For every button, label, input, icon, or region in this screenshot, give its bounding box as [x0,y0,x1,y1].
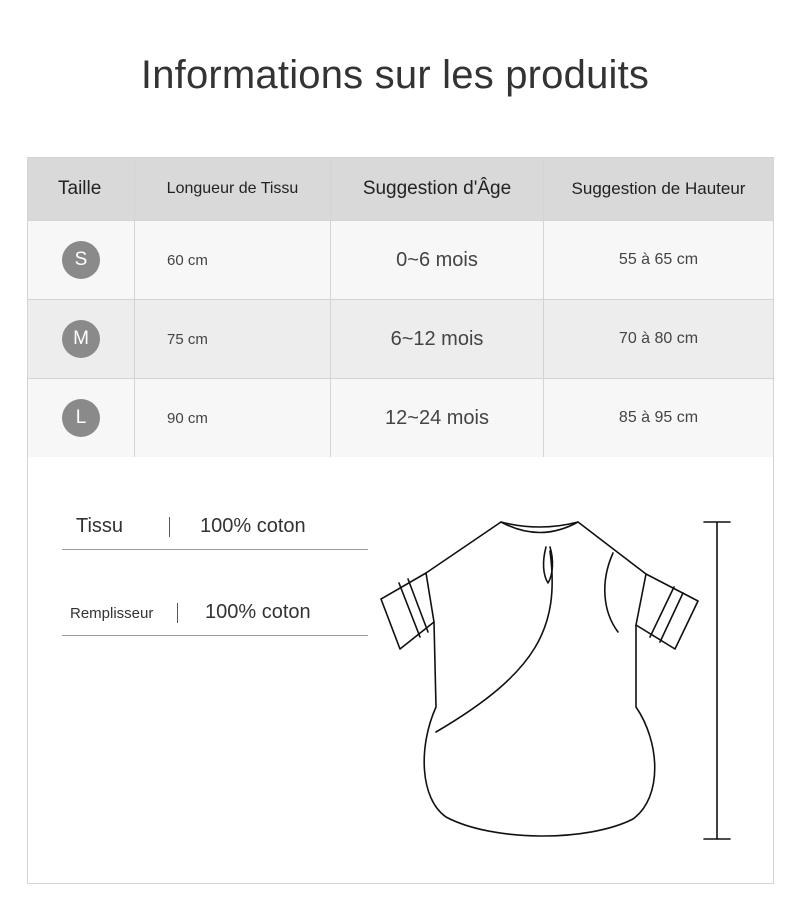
page-title: Informations sur les produits [140,52,650,97]
table-header-row [28,158,774,221]
length-cell: 90 cm [135,379,331,458]
spec-divider [177,603,178,623]
length-cell: 75 cm [135,300,331,379]
spec-row-remplisseur [62,592,368,636]
table-row [28,221,774,300]
size-cell [28,221,135,300]
age-cell: 6~12 mois [331,300,544,379]
spec-divider [169,517,170,537]
header-longueur: Longueur de Tissu [135,158,331,221]
height-cell: 85 à 95 cm [544,379,774,458]
size-table [27,157,774,458]
spec-label: Remplisseur [70,605,154,622]
table-row [28,300,774,379]
length-cell: 60 cm [135,221,331,300]
header-age: Suggestion d'Âge [331,158,544,221]
table-row [28,379,774,458]
height-cell: 70 à 80 cm [544,300,774,379]
spec-row-tissu [62,509,368,550]
header-taille: Taille [28,158,135,221]
age-cell: 0~6 mois [331,221,544,300]
age-cell: 12~24 mois [331,379,544,458]
size-badge: M [62,320,100,358]
size-badge: S [62,241,100,279]
sleep-sack-garment-icon [378,512,758,852]
spec-value: 100% coton [200,515,306,537]
height-cell: 55 à 65 cm [544,221,774,300]
size-badge: L [62,399,100,437]
size-cell [28,379,135,458]
header-hauteur: Suggestion de Hauteur [544,158,774,221]
spec-value: 100% coton [205,601,311,623]
product-details-panel [27,457,774,884]
spec-label: Tissu [76,515,124,537]
size-cell [28,300,135,379]
